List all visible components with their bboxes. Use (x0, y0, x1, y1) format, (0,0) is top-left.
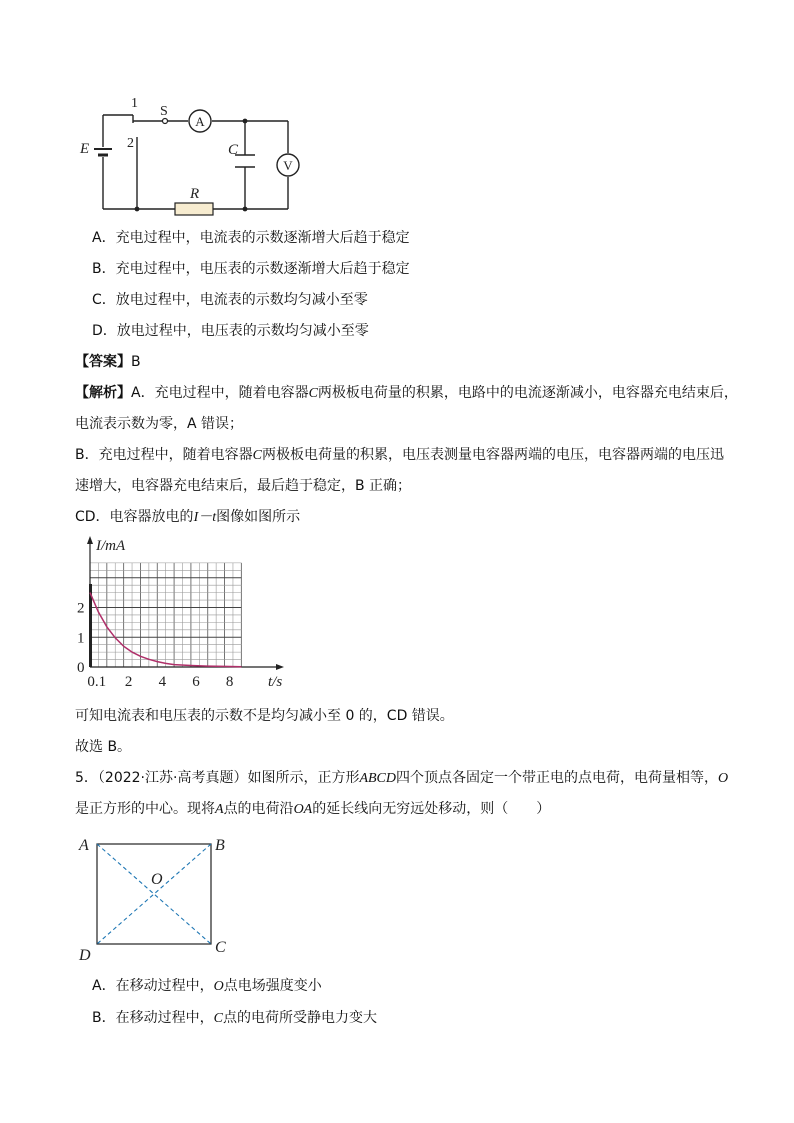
x-tick-label: 4 (158, 674, 167, 690)
switch-label-1: 1 (131, 96, 138, 111)
analysis-conclusion: 可知电流表和电压表的示数不是均匀减小至 0 的，CD 错误。 (75, 708, 454, 724)
x-axis-arrow (276, 664, 284, 670)
ammeter-label: A (195, 114, 205, 129)
capacitor-label: C (228, 142, 239, 158)
x-tick-label: 8 (225, 674, 234, 690)
q5-option-a: A．在移动过程中，O点电场强度变小 (92, 978, 322, 994)
label-a: A (79, 837, 89, 854)
y-tick-label: 2 (77, 600, 85, 617)
q4-option-c: C．放电过程中，电流表的示数均匀减小至零 (92, 292, 368, 308)
q4-option-a: A．充电过程中，电流表的示数逐渐增大后趋于稳定 (92, 230, 410, 246)
circuit-diagram (75, 95, 315, 225)
battery-symbol (93, 147, 115, 157)
y-axis-label: I/mA (96, 538, 126, 554)
y-tick-label: 0 (77, 660, 85, 676)
q5-stem-line2: 是正方形的中心。现将A点的电荷沿OA的延长线向无穷远处移动，则（ ） (75, 801, 551, 817)
square-charge-diagram (75, 830, 255, 965)
q5-stem-line1: 5．（2022·江苏·高考真题）如图所示，正方形ABCD四个顶点各固定一个带正电的点电荷，电荷量相等，O (75, 770, 729, 786)
q5-option-b: B．在移动过程中，C点的电荷所受静电力变大 (92, 1010, 377, 1026)
x-tick-label: 6 (192, 674, 200, 690)
discharge-current-chart (70, 534, 300, 694)
q4-option-b: B．充电过程中，电压表的示数逐渐增大后趋于稳定 (92, 261, 410, 277)
switch-label-s: S (160, 104, 168, 119)
voltmeter-label: V (283, 158, 293, 173)
analysis-b-line1: B．充电过程中，随着电容器C两极板电荷量的积累，电压表测量电容器两端的电压，电容器两端的电压迅 (75, 447, 724, 463)
y-axis-arrow (87, 536, 93, 544)
emf-label: E (80, 141, 90, 157)
analysis-final: 故选 B。 (75, 739, 132, 755)
label-b: B (215, 837, 225, 854)
resistor-label: R (190, 186, 200, 202)
analysis-a-line2: 电流表示数为零，A 错误； (75, 416, 244, 432)
switch-label-2: 2 (127, 136, 134, 151)
switch-pivot (163, 119, 168, 124)
x-tick-label: 0.1 (87, 674, 107, 690)
analysis-cd-line: CD．电容器放电的I－t图像如图所示 (75, 509, 301, 525)
q4-option-d: D．放电过程中，电压表的示数均匀减小至零 (92, 323, 369, 339)
label-c: C (215, 939, 226, 956)
analysis-b-line2: 速增大，电容器充电结束后，最后趋于稳定，B 正确； (75, 478, 412, 494)
analysis-a-line1: 【解析】A．充电过程中，随着电容器C两极板电荷量的积累，电路中的电流逐渐减小，电容器充电结束后， (75, 385, 738, 401)
answer-line: 【答案】B (75, 354, 141, 370)
label-o: O (151, 871, 163, 888)
resistor-symbol (175, 203, 213, 215)
label-d: D (79, 947, 91, 964)
x-tick-label: 2 (124, 674, 133, 690)
y-tick-label: 1 (77, 630, 85, 647)
x-axis-label: t/s (268, 674, 283, 690)
